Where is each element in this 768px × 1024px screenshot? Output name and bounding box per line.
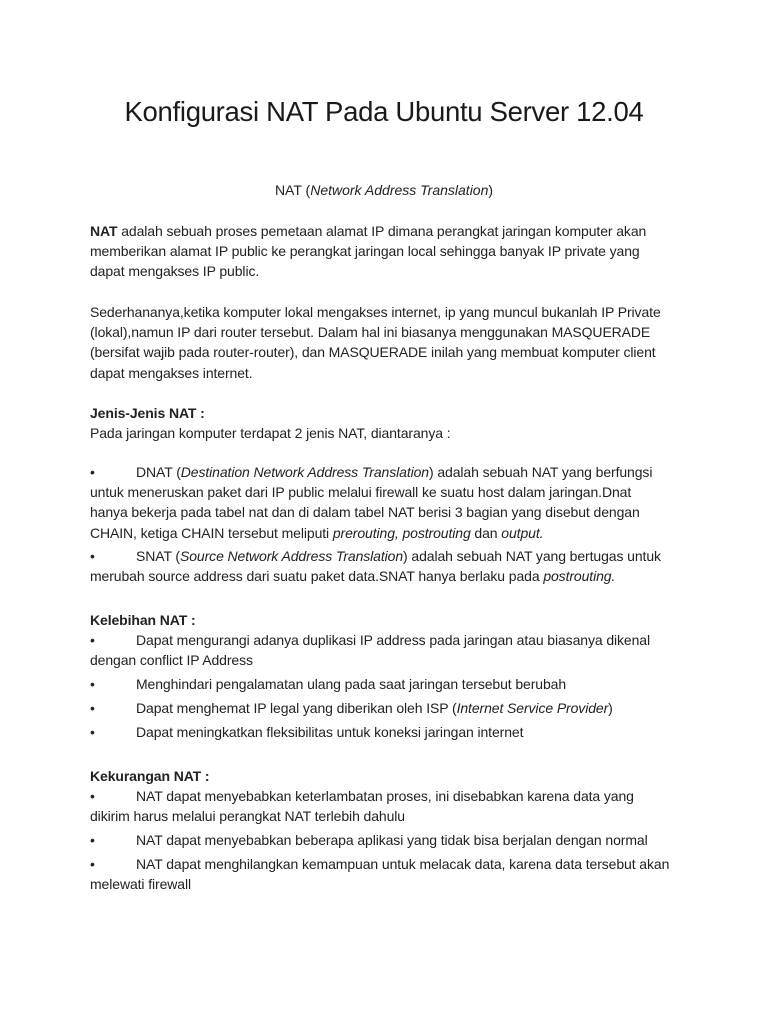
dnat-line-1-end: ) adalah sebuah NAT yang berfungsi: [429, 464, 653, 480]
list-item-dnat: [90, 462, 690, 543]
intro-line-1: adalah sebuah proses pemetaan alamat IP dimana perangkat jaringan komputer akan: [117, 223, 647, 239]
snat-line-2-italic: postrouting.: [543, 568, 616, 585]
advantage-1-line-1: Dapat mengurangi adanya duplikasi IP address pada jaringan atau biasanya dikenal: [136, 632, 650, 648]
bullet-icon: •: [90, 676, 95, 692]
snat-prefix: SNAT (: [136, 548, 180, 564]
snat-line-1-end: ) adalah sebuah NAT yang bertugas untuk: [403, 548, 661, 564]
disadvantage-1-line-2: dikirim harus melalui perangkat NAT terlebih dahulu: [90, 808, 405, 825]
bullet-icon: •: [90, 788, 95, 804]
list-item-disadvantage-3: [90, 854, 690, 894]
dnat-line-4-italic-2: output.: [501, 524, 544, 541]
list-item-advantage-4: [90, 722, 690, 742]
disadvantages-heading: Kekurangan NAT :: [90, 768, 210, 784]
advantage-3-italic: Internet Service Provider: [456, 700, 609, 716]
snat-line-2-a: merubah source address dari suatu paket data.SNAT hanya berlaku pada: [90, 568, 544, 585]
subtitle-italic: Network Address Translation: [310, 182, 489, 198]
list-item-advantage-3: [90, 698, 690, 718]
intro-line-2: memberikan alamat IP public ke perangkat jaringan local sehingga banyak IP private yang: [90, 243, 640, 260]
disadvantage-3-line-2: melewati firewall: [90, 876, 191, 893]
advantage-1-line-2: dengan conflict IP Address: [90, 652, 253, 669]
bullet-icon: •: [90, 724, 95, 740]
dnat-line-4-italic-1: prerouting, postrouting: [332, 524, 471, 541]
advantages-heading: Kelebihan NAT :: [90, 612, 196, 628]
list-item-snat: [90, 546, 690, 586]
dnat-line-2: untuk meneruskan paket dari IP public melalui firewall ke suatu host dalam jaringan.Dnat: [90, 484, 632, 501]
snat-italic: Source Network Address Translation: [180, 548, 404, 564]
dnat-line-4-a: CHAIN, ketiga CHAIN tersebut meliputi: [90, 524, 333, 541]
list-item-advantage-2: [90, 674, 690, 694]
disadvantage-3-line-1: NAT dapat menghilangkan kemampuan untuk melacak data, karena data tersebut akan: [136, 856, 670, 872]
bullet-icon: •: [90, 832, 95, 848]
dnat-italic: Destination Network Address Translation: [180, 464, 429, 480]
page-title: Konfigurasi NAT Pada Ubuntu Server 12.04: [124, 96, 644, 127]
advantage-3-a: Dapat menghemat IP legal yang diberikan oleh ISP (: [136, 700, 457, 716]
dnat-line-4-b: dan: [470, 524, 502, 541]
section-subtitle: [90, 180, 678, 200]
types-intro: Pada jaringan komputer terdapat 2 jenis NAT, diantaranya :: [90, 425, 451, 441]
intro-bold-term: NAT: [90, 223, 118, 239]
list-item-disadvantage-2: [90, 830, 690, 850]
dnat-prefix: DNAT (: [136, 464, 181, 480]
disadvantage-2-text: NAT dapat menyebabkan beberapa aplikasi yang tidak bisa berjalan dengan normal: [136, 832, 648, 848]
subtitle-suffix: ): [488, 182, 494, 198]
simplified-paragraph: [90, 302, 690, 383]
types-heading: Jenis-Jenis NAT :: [90, 405, 205, 421]
subtitle-prefix: NAT (: [274, 182, 311, 198]
advantage-4-text: Dapat meningkatkan fleksibilitas untuk koneksi jaringan internet: [136, 724, 524, 740]
simplified-line-4: dapat mengakses internet.: [90, 364, 253, 381]
dnat-line-3: hanya bekerja pada tabel nat dan di dalam tabel NAT berisi 3 bagian yang disebut dengan: [90, 504, 640, 521]
bullet-icon: •: [90, 464, 95, 480]
advantage-2-text: Menghindari pengalamatan ulang pada saat jaringan tersebut berubah: [136, 676, 567, 692]
disadvantage-1-line-1: NAT dapat menyebabkan keterlambatan proses, ini disebabkan karena data yang: [136, 788, 634, 804]
simplified-line-3: (bersifat wajib pada router-router), dan MASQUERADE inilah yang membuat komputer client: [90, 344, 656, 361]
simplified-line-1: Sederhananya,ketika komputer lokal mengakses internet, ip yang muncul bukanlah IP Private: [90, 304, 661, 320]
intro-line-3: dapat mengakses IP public.: [90, 263, 260, 280]
advantage-3-b: ): [608, 700, 613, 716]
list-item-disadvantage-1: [90, 786, 690, 826]
bullet-icon: •: [90, 548, 95, 564]
bullet-icon: •: [90, 700, 95, 716]
list-item-advantage-1: [90, 630, 690, 670]
bullet-icon: •: [90, 632, 95, 648]
bullet-icon: •: [90, 856, 95, 872]
intro-paragraph: [90, 221, 690, 282]
simplified-line-2: (lokal),namun IP dari router tersebut. Dalam hal ini biasanya menggunakan MASQUERADE: [90, 324, 651, 341]
